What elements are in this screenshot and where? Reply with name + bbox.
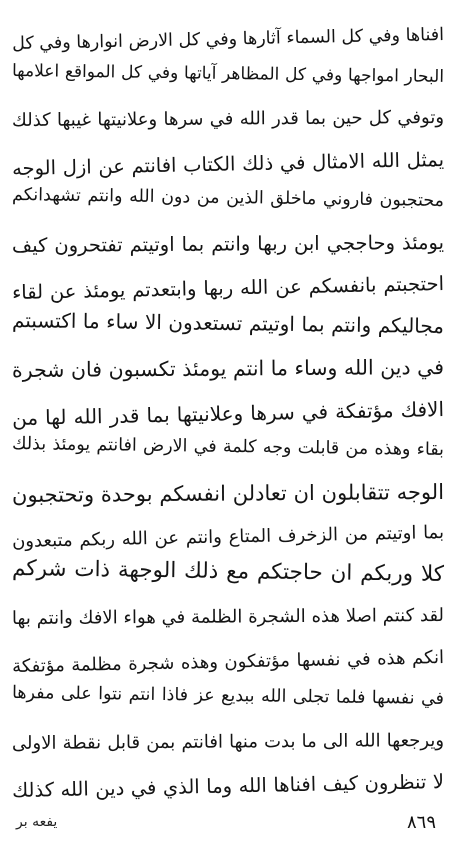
manuscript-line: في نفسها فلما تجلى الله ببديع عز فاذا انتم نتوا على مفرها (11, 682, 445, 709)
page-footer (0, 812, 458, 842)
manuscript-line: بقاء وهذه من قابلت وجه كلمة في الارض افانتم يومئذ بذلك (11, 433, 445, 460)
manuscript-line: افناها وفي كل السماء آثارها وفي كل الارض انوارها وفي كل (11, 25, 445, 55)
manuscript-line: الوجه تتقابلون ان تعادلن انفسكم بوحدة وتحتجبون (11, 479, 445, 507)
manuscript-line: يومئذ وحاججي ابن ربها وانتم بما اوتيتم تفتحرون كيف (11, 230, 445, 257)
manuscript-line: انكم هذه في نفسها مؤتفكون وهذه شجرة مظلمة مؤتفكة (11, 646, 445, 677)
manuscript-line: بما اوتيتم من الزخرف المتاع وانتم عن الله ربكم متبعدون (11, 522, 445, 553)
catchword: يفعه بر (16, 814, 58, 830)
manuscript-line: لقد كنتم اصلا هذه الشجرة الظلمة في هواء الافك وانتم بها (11, 605, 445, 630)
manuscript-line: كلا وربكم ان حاجتكم مع ذلك الوجهة ذات شركم (11, 555, 445, 587)
manuscript-line: مجاليكم وانتم بما اوتيتم تستعدون الا ساء ما اكتسبتم (11, 307, 445, 338)
page-number: ٨٦٩ (406, 812, 436, 833)
manuscript-line: البحار امواجها وفي كل المظاهر آياتها وفي كل المواقع اعلامها (11, 60, 445, 87)
manuscript-line: يمثل الله الامثال في ذلك الكتاب افانتم عن ازل الوجه (11, 147, 445, 180)
manuscript-line: ويرجعها الله الى ما بدت منها افانتم بمن قابل نقطة الاولى (11, 729, 445, 754)
manuscript-text-block (12, 14, 444, 804)
manuscript-line: احتجبتم بانفسكم عن الله ربها وابتعدتم يومئذ عن لقاء (11, 272, 445, 305)
manuscript-line: وتوفي كل حين بما قدر الله في سرها وعلانيتها غيبها كذلك (11, 107, 445, 132)
manuscript-line: الافك مؤتفكة في سرها وعلانيتها بما قدر الله لها من (11, 396, 445, 430)
manuscript-line: محتجبون فاروني ماخلق الذين من دون الله وانتم تشهدانكم (11, 184, 445, 211)
manuscript-line: لا تنظرون كيف افناها الله وما الذي في دين الله كذلك (11, 770, 445, 803)
manuscript-line: في دين الله وساء ما انتم يومئذ تكسبون فان شجرة (11, 355, 445, 383)
